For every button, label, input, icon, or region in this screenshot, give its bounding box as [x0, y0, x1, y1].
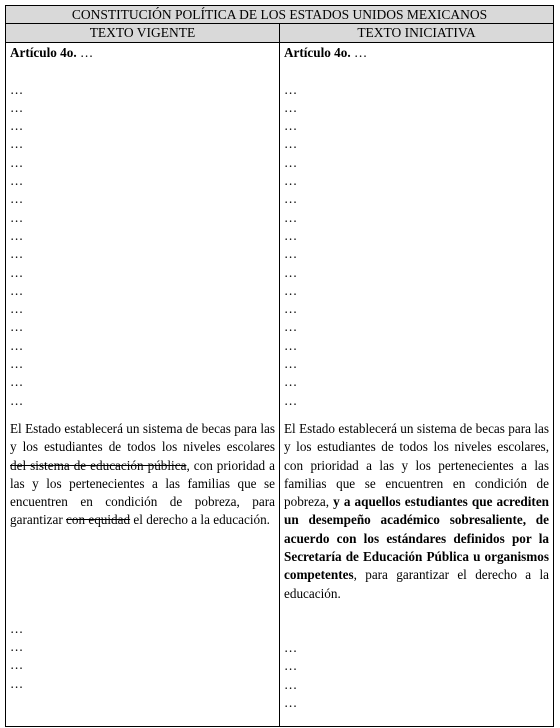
- comparison-table: [5, 5, 554, 727]
- right-gap: [284, 603, 549, 639]
- ellipsis-line: …: [10, 620, 24, 636]
- ellipsis-line: …: [10, 118, 24, 134]
- ellipsis-line: …: [284, 81, 298, 97]
- ellipsis-line: …: [284, 639, 298, 655]
- table-title: CONSTITUCIÓN POLÍTICA DE LOS ESTADOS UNIDOS MEXICANOS: [6, 6, 554, 24]
- ellipsis-line: …: [284, 337, 298, 353]
- left-paragraph: [10, 420, 275, 530]
- header-texto-vigente: TEXTO VIGENTE: [6, 24, 280, 43]
- right-added-text: y a aquellos estudiantes que acrediten un desempeño académico sobresaliente, de acuerdo con los estándares definidos por la Secretaría de Educación Pública u organismos competentes: [284, 494, 550, 583]
- right-para-intro: El Estado establecerá un sistema de becas para las y los estudiantes de todos los niveles escolares, con prioridad a las y los pertenecientes a las familias que se encuentren en condición de pobreza,: [284, 420, 549, 510]
- ellipsis-line: …: [10, 136, 24, 152]
- left-ellipsis-block-bottom: [10, 620, 275, 693]
- ellipsis-line: …: [284, 319, 298, 335]
- right-article-line: [284, 44, 549, 62]
- left-struck-text-2: con equidad: [66, 512, 131, 528]
- ellipsis-line: …: [10, 173, 24, 189]
- ellipsis-line: …: [284, 282, 298, 298]
- ellipsis-line: …: [10, 191, 24, 207]
- ellipsis-line: …: [284, 264, 298, 280]
- ellipsis-line: …: [284, 136, 298, 152]
- right-para-end: , para garantizar el derecho a la educación.: [284, 567, 549, 601]
- ellipsis-line: …: [284, 118, 298, 134]
- ellipsis-line: …: [10, 227, 24, 243]
- ellipsis-line: …: [10, 154, 24, 170]
- ellipsis-line: …: [284, 694, 298, 710]
- right-article-title: Artículo 4o.: [284, 45, 351, 60]
- ellipsis-line: …: [284, 374, 298, 390]
- ellipsis-line: …: [10, 81, 24, 97]
- blank-line: [284, 62, 549, 80]
- left-column-cell: [6, 43, 280, 727]
- ellipsis-line: …: [284, 658, 298, 674]
- right-ellipsis-block: [284, 81, 549, 410]
- ellipsis-line: …: [284, 246, 298, 262]
- right-column-cell: [280, 43, 554, 727]
- header-texto-iniciativa: TEXTO INICIATIVA: [280, 24, 554, 43]
- right-article-ellipsis: …: [353, 45, 368, 60]
- ellipsis-line: …: [284, 227, 298, 243]
- left-para-intro: El Estado establecerá un sistema de becas para las y los estudiantes de todos los niveles escolares: [10, 420, 275, 455]
- ellipsis-line: …: [10, 264, 24, 280]
- left-gap: [10, 530, 275, 620]
- ellipsis-line: …: [10, 319, 24, 335]
- ellipsis-line: …: [284, 392, 298, 408]
- left-article-title: Artículo 4o.: [10, 45, 77, 60]
- ellipsis-line: …: [10, 374, 24, 390]
- ellipsis-line: …: [284, 301, 298, 317]
- left-article-ellipsis: …: [79, 45, 94, 60]
- left-para-end: el derecho a la educación.: [130, 512, 270, 528]
- ellipsis-line: …: [10, 657, 24, 673]
- ellipsis-line: …: [284, 209, 298, 225]
- ellipsis-line: …: [284, 676, 298, 692]
- ellipsis-line: …: [10, 301, 24, 317]
- ellipsis-line: …: [10, 639, 24, 655]
- left-struck-text-1: del sistema de educación pública: [10, 457, 187, 473]
- ellipsis-line: …: [284, 154, 298, 170]
- ellipsis-line: …: [10, 675, 24, 691]
- ellipsis-line: …: [10, 337, 24, 353]
- left-article-line: [10, 44, 275, 62]
- ellipsis-line: …: [10, 282, 24, 298]
- left-ellipsis-block: [10, 81, 275, 410]
- ellipsis-line: …: [284, 173, 298, 189]
- ellipsis-line: …: [10, 209, 24, 225]
- ellipsis-line: …: [284, 191, 298, 207]
- left-para-mid: , con prioridad a las y los pertenecientes a las familias que se encuentren en condición de pobreza, para garantizar: [10, 457, 276, 528]
- ellipsis-line: …: [284, 99, 298, 115]
- ellipsis-line: …: [284, 356, 298, 372]
- ellipsis-line: …: [10, 356, 24, 372]
- ellipsis-line: …: [10, 246, 24, 262]
- ellipsis-line: …: [10, 99, 24, 115]
- right-paragraph: [284, 420, 549, 603]
- blank-line: [10, 62, 275, 80]
- ellipsis-line: …: [10, 392, 24, 408]
- right-ellipsis-block-bottom: [284, 639, 549, 712]
